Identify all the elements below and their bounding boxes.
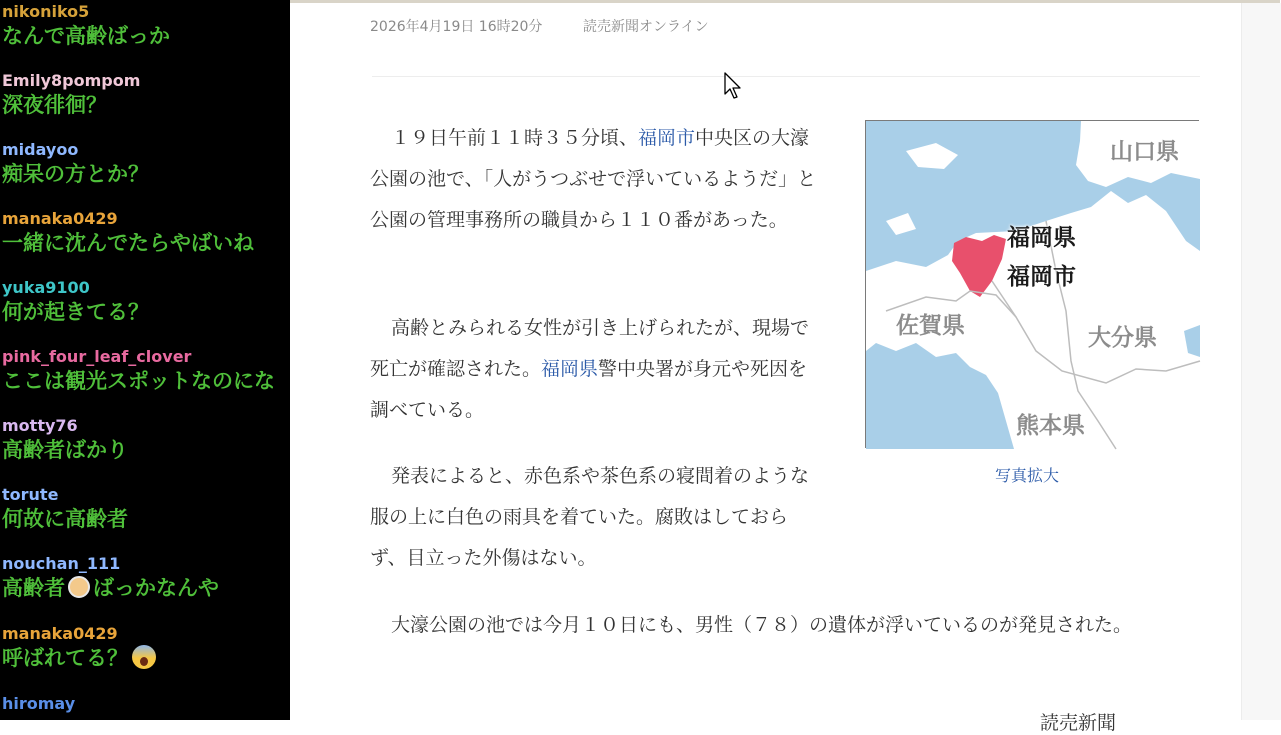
map-label-fukuoka-pref: 福岡県 [1007, 225, 1076, 251]
chat-username: manaka0429 [2, 209, 118, 228]
chat-username: yuka9100 [2, 278, 90, 297]
article-timestamp: 2026年4月19日 16時20分 [370, 19, 543, 35]
map-label-yamaguchi: 山口県 [1110, 139, 1179, 165]
article-paragraph-1 [370, 118, 822, 241]
chat-text: 高齢者ばかり [2, 438, 128, 462]
map-label-oita: 大分県 [1088, 325, 1157, 351]
paragraph-text: 中央区の大濠公園の池で、「人がうつぶせで浮いているようだ」と公園の管理事務所の職員から１１０番があった。 [370, 127, 817, 231]
article-paragraph-3: 発表によると、赤色系や茶色系の寝間着のような服の上に白色の雨具を着ていた。腐敗はしておらず、目立った外傷はない。 [370, 465, 810, 569]
article-paragraph-4: 大濠公園の池では今月１０日にも、男性（７８）の遺体が浮いているのが発見された。 [391, 614, 1133, 636]
chat-username: nouchan_111 [2, 554, 121, 573]
article-paragraph-2 [370, 308, 822, 431]
chat-text [2, 574, 219, 602]
enlarge-photo-link[interactable]: 写真拡大 [995, 466, 1060, 485]
chat-text: 痴呆の方とか？ [2, 162, 149, 186]
chat-text: なんで高齢ばっか [2, 24, 170, 48]
arrow-cursor-icon [724, 72, 742, 100]
chat-text: 何故に高齢者 [2, 507, 128, 531]
chat-text: 深夜徘徊？ [2, 93, 107, 117]
map-label-kumamoto: 熊本県 [1016, 413, 1085, 439]
chat-text-part: 呼ばれてる？ [2, 646, 128, 670]
chat-username: torute [2, 485, 59, 504]
paragraph-text: 警中央署が身元や死因を調べている。 [370, 358, 808, 421]
screaming-face-emoji-icon [132, 645, 156, 669]
fukuoka-city-link[interactable]: 福岡市 [638, 127, 696, 149]
map-label-saga: 佐賀県 [896, 313, 965, 339]
chat-text: 何が起きてる？ [2, 300, 149, 324]
paragraph-text: 高齢とみられる女性が引き上げられたが、現場で死亡が確認された。 [370, 317, 810, 380]
paragraph-text: １９日午前１１時３５分頃、 [391, 127, 639, 149]
article-source: 読売新聞オンライン [583, 19, 709, 35]
chat-text: 一緒に沈んでたらやばいね [2, 231, 254, 255]
chat-overlay [0, 0, 290, 720]
chat-text-part: ばっかなんや [93, 576, 219, 600]
chat-text-part: 高齢者 [2, 576, 65, 600]
page-right-gutter [1241, 3, 1281, 720]
chat-text [2, 644, 156, 672]
map-figure[interactable] [865, 120, 1199, 448]
chat-username: midayoo [2, 140, 79, 159]
meta-divider [372, 76, 1200, 77]
chat-text: ここは観光スポットなのにな [2, 369, 275, 393]
chat-username: manaka0429 [2, 624, 118, 643]
chat-username: Emily8pompom [2, 71, 141, 90]
chat-username: hiromay [2, 694, 76, 713]
chat-username: pink_four_leaf_clover [2, 347, 192, 366]
chat-username: motty76 [2, 416, 78, 435]
article-partial-line: 読売新聞 [1040, 712, 1117, 734]
older-person-emoji-icon [68, 576, 90, 598]
chat-username: nikoniko5 [2, 2, 90, 21]
fukuoka-pref-link[interactable]: 福岡県 [541, 358, 599, 380]
map-label-fukuoka-city: 福岡市 [1007, 264, 1076, 290]
